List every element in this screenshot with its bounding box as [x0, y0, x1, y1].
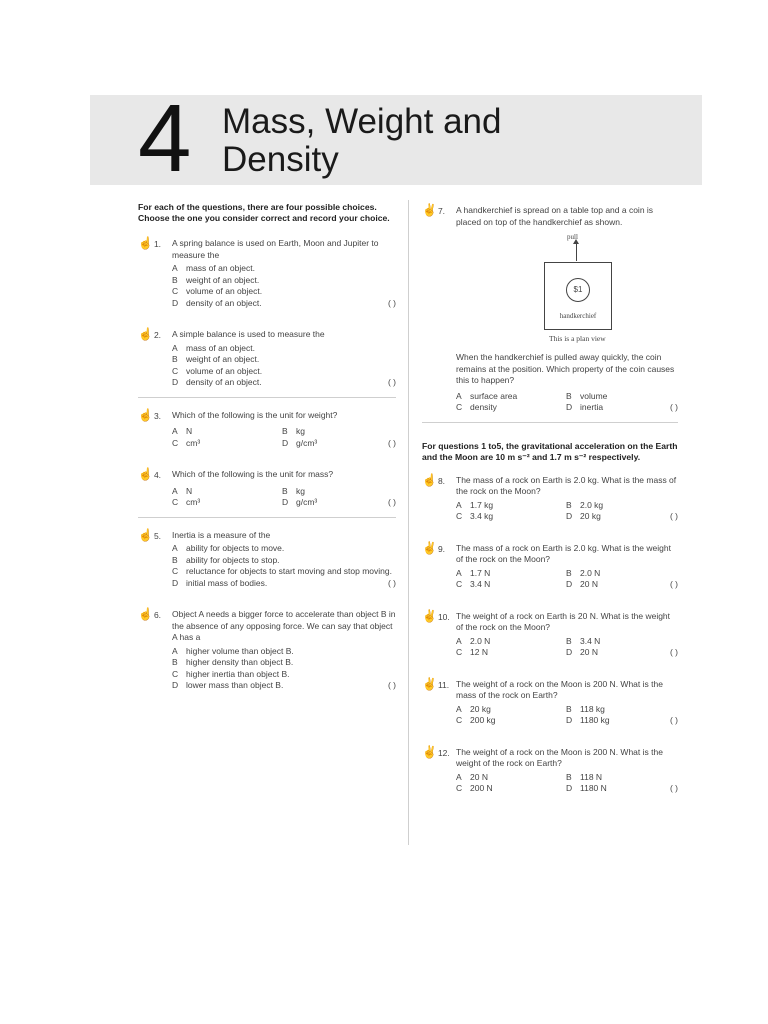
question-number: 4.	[153, 470, 162, 480]
option[interactable]: A 1.7 N	[456, 567, 491, 578]
answer-bracket[interactable]: ( )	[669, 647, 678, 657]
section-divider	[422, 422, 678, 423]
option[interactable]: A 2.0 N	[456, 635, 491, 646]
question-number: 12.	[437, 747, 450, 758]
question-2	[138, 329, 396, 398]
option[interactable]: B weight of an object.	[172, 274, 260, 285]
options	[456, 500, 678, 523]
chapter-number: 4	[138, 85, 192, 192]
handkerchief-label: handkerchief	[559, 312, 597, 320]
option[interactable]: D initial mass of bodies. ( )	[172, 577, 396, 588]
chapter-title-line2: Density	[222, 140, 339, 179]
question-number: 9.	[437, 543, 446, 554]
question-number: 2.	[153, 330, 162, 340]
option[interactable]: C 200 kg	[456, 715, 496, 725]
option[interactable]: A N	[172, 426, 193, 436]
victory-hand-icon: ✌	[422, 540, 437, 555]
options	[456, 636, 678, 659]
answer-bracket[interactable]: ( )	[669, 402, 678, 412]
options	[456, 568, 678, 591]
option[interactable]: C higher inertia than object B.	[172, 668, 290, 679]
option[interactable]: B 118 kg	[566, 703, 605, 714]
question-text: A handkerchief is spread on a table top and a coin is placed on top of the handkerchief as shown.	[456, 205, 654, 227]
option[interactable]: D 20 N	[566, 647, 598, 657]
question-4	[138, 469, 396, 518]
options	[456, 704, 678, 727]
option[interactable]: D density of an object. ( )	[172, 377, 396, 387]
question-number: 3.	[153, 410, 162, 421]
section-instructions-line1: For questions 1 to5, the gravitational acceleration on the Earth	[422, 440, 678, 451]
question-text: The weight of a rock on the Moon is 200 N. What is the mass of the rock on Earth?	[456, 678, 663, 700]
question-9	[422, 540, 678, 591]
option[interactable]: D 1180 N	[566, 783, 607, 793]
option[interactable]: B kg	[282, 485, 305, 496]
option[interactable]: C volume of an object.	[172, 286, 263, 296]
option[interactable]: A higher volume than object B.	[172, 645, 294, 656]
question-number: 1.	[153, 239, 162, 249]
option[interactable]: A mass of an object.	[172, 342, 255, 353]
option[interactable]: C cm³	[172, 497, 201, 507]
options	[172, 543, 396, 589]
question-11	[422, 676, 678, 727]
options	[172, 343, 396, 389]
question-text: The mass of a rock on Earth is 2.0 kg. What is the weight of the rock on the Moon?	[456, 542, 671, 564]
option[interactable]: C cm³	[172, 437, 201, 448]
answer-bracket[interactable]: ( )	[669, 579, 678, 589]
option[interactable]: D 1180 kg	[566, 715, 610, 725]
option[interactable]: D g/cm³	[282, 437, 318, 448]
options	[172, 486, 396, 509]
question-text: Which of the following is the unit for weight?	[172, 409, 338, 420]
pointing-hand-icon: ☝	[138, 527, 153, 542]
question-number: 7.	[437, 206, 446, 216]
option[interactable]: B higher density than object B.	[172, 657, 294, 667]
pointing-hand-icon: ☝	[138, 407, 153, 422]
option[interactable]: B kg	[282, 426, 305, 436]
option[interactable]: D 20 N	[566, 579, 598, 589]
instructions	[138, 202, 396, 224]
answer-bracket[interactable]: ( )	[669, 715, 678, 725]
coin: $1	[566, 278, 590, 302]
answer-bracket[interactable]: ( )	[387, 377, 396, 387]
option[interactable]: A 1.7 kg	[456, 499, 494, 510]
pointing-hand-icon: ☝	[138, 327, 153, 341]
question-text-continued: When the handkerchief is pulled away quickly, the coin remains at the position. Which property of the coin causes this to happen?	[456, 352, 675, 385]
option[interactable]: A 20 N	[456, 771, 488, 782]
option[interactable]: B 118 N	[566, 771, 603, 782]
question-5	[138, 527, 396, 590]
column-divider	[408, 200, 409, 845]
victory-hand-icon: ✌	[422, 676, 437, 691]
question-1	[138, 238, 396, 309]
pointing-hand-icon: ☝	[138, 236, 153, 250]
option[interactable]: A 20 kg	[456, 703, 491, 714]
question-10	[422, 608, 678, 659]
option[interactable]: B 2.0 kg	[566, 499, 604, 510]
option[interactable]: A N	[172, 485, 193, 496]
handkerchief-figure	[456, 232, 678, 350]
question-7	[422, 205, 678, 423]
chapter-title	[222, 103, 502, 179]
question-12	[422, 744, 678, 795]
question-3	[138, 407, 396, 450]
question-text: The mass of a rock on Earth is 2.0 kg. What is the mass of the rock on the Moon?	[456, 474, 677, 496]
options	[172, 426, 396, 449]
options	[172, 646, 396, 692]
question-8	[422, 472, 678, 523]
option[interactable]: D density of an object. ( )	[172, 297, 396, 308]
option[interactable]: C 200 N	[456, 783, 493, 793]
option[interactable]: C volume of an object.	[172, 365, 263, 376]
question-text: A simple balance is used to measure the	[172, 329, 325, 339]
victory-hand-icon: ✌	[422, 744, 437, 759]
option[interactable]: C reluctance for objects to start moving and stop moving.	[172, 566, 392, 576]
answer-bracket[interactable]: ( )	[387, 577, 396, 588]
option[interactable]: C density	[456, 402, 497, 412]
section-instructions-line2: and the Moon are 10 m s⁻² and 1.7 m s⁻² respectively.	[422, 451, 641, 462]
question-text: Object A needs a bigger force to accelerate than object B in the absence of any opposing force. We can say that object A has a	[172, 609, 396, 642]
option[interactable]: C 12 N	[456, 647, 488, 657]
pointing-hand-icon: ☝	[422, 472, 437, 487]
handkerchief-square	[544, 262, 612, 330]
answer-bracket[interactable]: ( )	[387, 680, 396, 690]
victory-hand-icon: ✌	[422, 203, 437, 217]
option[interactable]: D g/cm³	[282, 497, 318, 507]
chapter-title-line1: Mass, Weight and	[222, 102, 502, 141]
options	[172, 263, 396, 309]
left-column	[138, 202, 396, 692]
question-number: 8.	[437, 475, 446, 486]
question-text: Which of the following is the unit for mass?	[172, 469, 334, 479]
right-column	[422, 205, 678, 795]
figure-caption: This is a plan view	[549, 334, 606, 343]
option[interactable]: A ability for objects to move.	[172, 543, 285, 553]
question-number: 10.	[437, 611, 450, 622]
worksheet-page	[90, 85, 702, 845]
pointing-hand-icon: ☝	[138, 607, 153, 621]
section-instructions	[422, 441, 678, 463]
option[interactable]: B volume	[566, 390, 608, 401]
option[interactable]: B 3.4 N	[566, 635, 601, 646]
option[interactable]: B ability for objects to stop.	[172, 554, 280, 565]
pointing-hand-icon: ☝	[138, 467, 153, 481]
victory-hand-icon: ✌	[422, 608, 437, 623]
section-divider	[138, 517, 396, 518]
instructions-line1: For each of the questions, there are four possible choices.	[138, 202, 377, 212]
option[interactable]: B 2.0 N	[566, 567, 601, 578]
section-divider	[138, 397, 396, 398]
question-text: Inertia is a measure of the	[172, 529, 271, 540]
options	[456, 772, 678, 795]
question-number: 6.	[153, 610, 162, 620]
question-number: 5.	[153, 530, 162, 541]
pull-label: pull	[567, 233, 578, 241]
answer-bracket[interactable]: ( )	[669, 783, 678, 793]
option[interactable]: B weight of an object.	[172, 354, 260, 364]
question-text: A spring balance is used on Earth, Moon and Jupiter to measure the	[172, 238, 379, 260]
option[interactable]: D lower mass than object B. ( )	[172, 680, 396, 690]
option[interactable]: A mass of an object.	[172, 263, 255, 273]
instructions-line2: Choose the one you consider correct and record your choice.	[138, 213, 390, 223]
option[interactable]: A surface area	[456, 390, 518, 401]
answer-bracket[interactable]: ( )	[387, 297, 396, 308]
question-text: The weight of a rock on the Moon is 200 N. What is the weight of the rock on Earth?	[456, 746, 663, 768]
option[interactable]: C 3.4 N	[456, 579, 491, 589]
option[interactable]: D inertia	[566, 402, 604, 412]
option[interactable]: C 3.4 kg	[456, 511, 494, 521]
answer-bracket[interactable]: ( )	[387, 437, 396, 448]
answer-bracket[interactable]: ( )	[387, 497, 396, 507]
option[interactable]: D 20 kg	[566, 511, 601, 521]
options	[456, 391, 678, 414]
answer-bracket[interactable]: ( )	[669, 511, 678, 521]
question-6	[138, 609, 396, 692]
chapter-header	[90, 85, 702, 192]
pull-arrow-shaft	[576, 241, 577, 261]
question-number: 11.	[437, 679, 450, 690]
question-text: The weight of a rock on Earth is 20 N. What is the weight of the rock on the Moon?	[456, 610, 671, 632]
